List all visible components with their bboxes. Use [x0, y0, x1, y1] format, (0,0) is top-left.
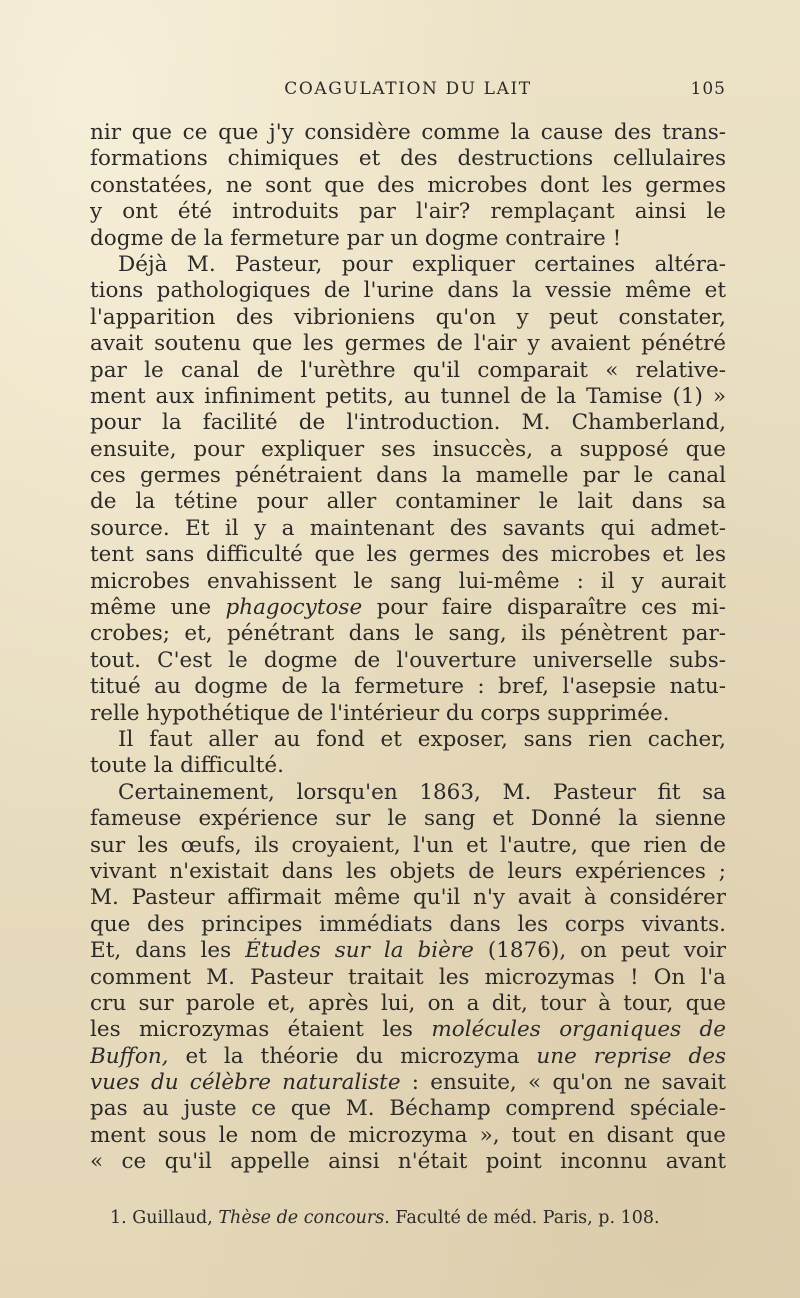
- line-text: Certainement, lorsqu'en 1863, M. Pasteur fit sa: [118, 779, 726, 805]
- running-title: COAGULATION DU LAIT: [284, 79, 532, 99]
- line-text: pour la facilité de l'introduction. M. Chamberland,: [90, 410, 726, 436]
- line-text: Et, dans les: [90, 938, 246, 964]
- line-text: Déjà M. Pasteur, pour expliquer certaines altéra-: [118, 251, 726, 277]
- line-text: M. Pasteur affirmait même qu'il n'y avait à considérer: [90, 885, 726, 911]
- line-text: comment M. Pasteur traitait les microzymas ! On l'a: [90, 964, 726, 990]
- text-line: [90, 278, 726, 304]
- footnote-number: 1.: [110, 1208, 127, 1228]
- line-text: par le canal de l'urèthre qu'il comparait « relative-: [90, 357, 726, 383]
- line-text: ces germes pénétraient dans la mamelle par le canal: [90, 463, 726, 489]
- line-text: les microzymas étaient les: [90, 1017, 432, 1043]
- text-line: [90, 806, 726, 832]
- text-line: [90, 410, 726, 436]
- text-line: [90, 146, 726, 172]
- text-line: [90, 1017, 726, 1043]
- italic-text: une reprise des: [536, 1043, 726, 1069]
- text-line: [90, 489, 726, 515]
- line-text: tent sans difficulté que les germes des microbes et les: [90, 542, 726, 568]
- page-number: 105: [690, 79, 726, 99]
- italic-text: vues du célèbre naturaliste: [90, 1070, 401, 1096]
- line-text: ment sous le nom de microzyma », tout en disant que: [90, 1122, 726, 1148]
- text-line: [90, 199, 726, 225]
- line-text: tions pathologiques de l'urine dans la vessie même et: [90, 278, 726, 304]
- line-text: l'apparition des vibrioniens qu'on y peut constater,: [90, 304, 726, 330]
- line-text: : ensuite, « qu'on ne savait: [400, 1070, 726, 1096]
- text-line: [90, 569, 726, 595]
- line-text: (1876), on peut voir: [473, 938, 726, 964]
- line-text: avait soutenu que les germes de l'air y avaient pénétré: [90, 331, 726, 357]
- text-line: [90, 358, 726, 384]
- text-line: [90, 965, 726, 991]
- line-text: pour faire disparaître ces mi-: [362, 595, 726, 621]
- footnote: [110, 1206, 710, 1230]
- text-line: [90, 120, 726, 146]
- italic-text: Buffon,: [90, 1043, 169, 1069]
- line-text: ment aux infiniment petits, au tunnel de la Tamise (1) »: [90, 383, 726, 409]
- line-text: relle hypothétique de l'intérieur du corps supprimée.: [90, 700, 670, 726]
- line-text: microbes envahissent le sang lui-même : il y aurait: [90, 568, 726, 594]
- footnote-author: Guillaud,: [132, 1208, 213, 1228]
- text-line: [90, 938, 726, 964]
- line-text: que des principes immédiats dans les corps vivants.: [90, 911, 726, 937]
- line-text: ensuite, pour expliquer ses insuccès, a supposé que: [90, 436, 726, 462]
- footnote-rest: . Faculté de méd. Paris, p. 108.: [384, 1208, 660, 1228]
- text-line: [90, 674, 726, 700]
- text-line: [90, 833, 726, 859]
- line-text: constatées, ne sont que des microbes dont les germes: [90, 172, 726, 198]
- text-line: [90, 305, 726, 331]
- text-line: [90, 463, 726, 489]
- text-line: [90, 516, 726, 542]
- text-line: [90, 1123, 726, 1149]
- text-line: [90, 384, 726, 410]
- text-line: [90, 1070, 726, 1096]
- line-text: de la tétine pour aller contaminer le lait dans sa: [90, 489, 726, 515]
- text-line: [90, 991, 726, 1017]
- text-line: [90, 885, 726, 911]
- line-text: nir que ce que j'y considère comme la cause des trans-: [90, 120, 726, 145]
- italic-text: Études sur la bière: [245, 938, 474, 964]
- text-line: [90, 727, 726, 753]
- line-text: source. Et il y a maintenant des savants qui admet-: [90, 515, 726, 541]
- text-line: [90, 912, 726, 938]
- footnote-title: Thèse de concours: [218, 1208, 385, 1228]
- text-line: [90, 753, 726, 779]
- italic-text: phagocytose: [225, 595, 363, 621]
- line-text: et la théorie du microzyma: [168, 1043, 537, 1069]
- italic-text: molécules organiques de: [431, 1017, 726, 1043]
- text-line: [90, 859, 726, 885]
- body-text: [90, 120, 726, 1176]
- text-line: [90, 226, 726, 252]
- line-text: même une: [90, 595, 226, 621]
- line-text: dogme de la fermeture par un dogme contraire !: [90, 225, 622, 251]
- text-line: [90, 1044, 726, 1070]
- line-text: crobes; et, pénétrant dans le sang, ils pénètrent par-: [90, 621, 726, 647]
- line-text: cru sur parole et, après lui, on a dit, tour à tour, que: [90, 990, 726, 1016]
- line-text: sur les œufs, ils croyaient, l'un et l'autre, que rien de: [90, 832, 726, 858]
- text-line: [90, 173, 726, 199]
- text-line: [90, 621, 726, 647]
- line-text: vivant n'existait dans les objets de leurs expériences ;: [90, 858, 726, 884]
- text-line: [90, 252, 726, 278]
- text-line: [90, 780, 726, 806]
- line-text: tout. C'est le dogme de l'ouverture universelle subs-: [90, 647, 726, 673]
- text-line: [90, 701, 726, 727]
- line-text: pas au juste ce que M. Béchamp comprend spéciale-: [90, 1096, 726, 1122]
- line-text: formations chimiques et des destructions cellulaires: [90, 146, 726, 172]
- text-line: [90, 542, 726, 568]
- text-line: [90, 648, 726, 674]
- line-text: Il faut aller au fond et exposer, sans rien cacher,: [118, 726, 726, 752]
- line-text: fameuse expérience sur le sang et Donné la sienne: [90, 806, 726, 832]
- running-head: [90, 74, 726, 104]
- line-text: toute la difficulté.: [90, 753, 284, 779]
- text-line: [90, 437, 726, 463]
- text-line: [90, 1096, 726, 1122]
- line-text: « ce qu'il appelle ainsi n'était point inconnu avant: [90, 1149, 726, 1175]
- line-text: y ont été introduits par l'air? remplaçant ainsi le: [90, 199, 726, 225]
- text-line: [90, 595, 726, 621]
- line-text: titué au dogme de la fermeture : bref, l'asepsie natu-: [90, 674, 726, 700]
- text-line: [90, 331, 726, 357]
- text-line: [90, 1149, 726, 1175]
